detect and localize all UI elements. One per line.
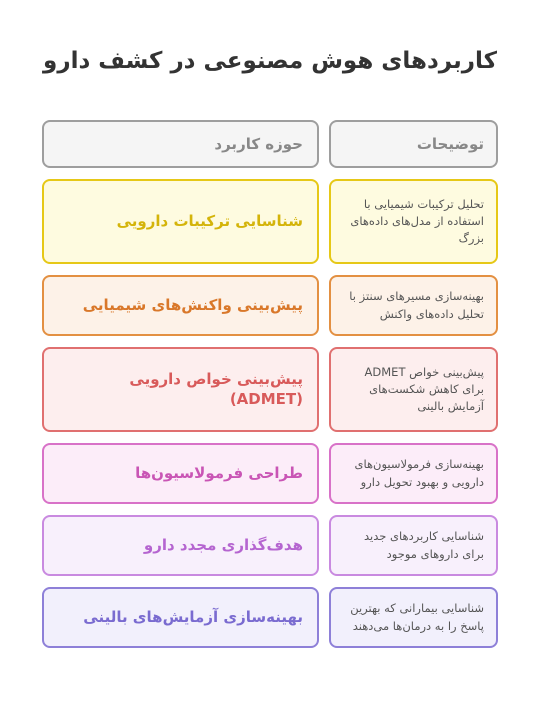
row-2-area <box>42 275 319 336</box>
row-5-desc <box>329 515 498 576</box>
row-5-label: هدف‌گذاری مجدد دارو <box>143 535 303 554</box>
row-6-desc <box>329 587 498 648</box>
row-6-desc-text: شناسایی بیمارانی که بهترین پاسخ را به درمان‌ها می‌دهند <box>350 601 484 633</box>
row-6-area <box>42 587 319 648</box>
row-2-desc <box>329 275 498 336</box>
row-4-desc-text: بهینه‌سازی فرمولاسیون‌های دارویی و بهبود تحویل دارو <box>354 457 484 489</box>
row-3-label: پیش‌بینی خواص دارویی (ADMET) <box>129 370 303 408</box>
row-3-desc <box>329 347 498 432</box>
row-1-desc-text: تحلیل ترکیبات شیمیایی با استفاده از مدل‌های داده‌های بزرگ <box>350 196 484 246</box>
header-area-label: حوزه کاربرد <box>214 135 303 153</box>
row-5-area <box>42 515 319 576</box>
row-4-desc <box>329 443 498 504</box>
row-5-desc-text: شناسایی کاربردهای جدید برای داروهای موجود <box>364 529 484 561</box>
header-description <box>329 120 498 168</box>
row-2-desc-text: بهینه‌سازی مسیرهای سنتز با تحلیل داده‌های واکنش <box>349 289 484 321</box>
row-6-label: بهینه‌سازی آزمایش‌های بالینی <box>83 607 303 626</box>
header-area <box>42 120 319 168</box>
header-description-label: توضیحات <box>416 135 484 153</box>
row-2-label: پیش‌بینی واکنش‌های شیمیایی <box>82 295 303 314</box>
row-1-area <box>42 179 319 264</box>
row-3-area <box>42 347 319 432</box>
row-3-desc-text: پیش‌بینی خواص ADMET برای کاهش شکست‌های آزمایش بالینی <box>364 364 484 414</box>
row-1-label: شناسایی ترکیبات دارویی <box>116 211 303 230</box>
row-4-label: طراحی فرمولاسیون‌ها <box>135 463 303 482</box>
row-1-desc <box>329 179 498 264</box>
page-title: کاربردهای هوش مصنوعی در کشف دارو <box>43 48 497 74</box>
row-4-area <box>42 443 319 504</box>
